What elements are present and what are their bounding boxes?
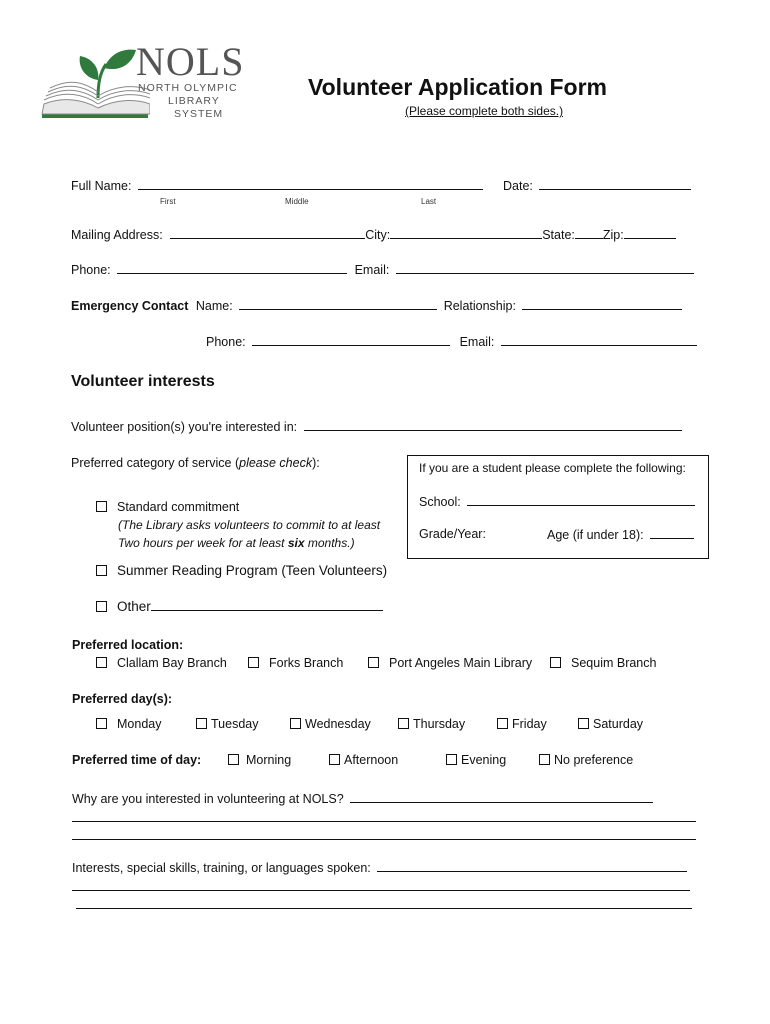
mailing-address-label: Mailing Address: [71, 228, 163, 242]
date-field[interactable] [539, 178, 691, 190]
position-field[interactable] [304, 419, 682, 431]
time-label-no-preference: No preference [554, 753, 634, 767]
logo-line3: SYSTEM [174, 108, 224, 120]
emergency-name-field[interactable] [239, 298, 437, 310]
emergency-email-field[interactable] [501, 334, 697, 346]
summer-reading-label: Summer Reading Program (Teen Volunteers) [117, 563, 388, 578]
grade-label: Grade/Year: [419, 527, 486, 541]
form-subtitle: (Please complete both sides.) [405, 104, 564, 118]
location-checkbox-clallam[interactable] [96, 657, 107, 668]
day-checkbox-wednesday[interactable] [290, 718, 301, 729]
zip-field[interactable] [624, 227, 676, 239]
age-field[interactable] [650, 527, 694, 539]
location-checkbox-port-angeles[interactable] [368, 657, 379, 668]
time-checkbox-morning[interactable] [228, 754, 239, 765]
relationship-field[interactable] [522, 298, 682, 310]
other-label: Other [117, 599, 151, 614]
day-label-saturday: Saturday [593, 717, 644, 731]
standard-commitment-label: Standard commitment [117, 500, 240, 514]
day-checkbox-tuesday[interactable] [196, 718, 207, 729]
location-label-forks: Forks Branch [269, 656, 344, 670]
day-checkbox-thursday[interactable] [398, 718, 409, 729]
relationship-label: Relationship: [443, 299, 516, 313]
location-label-sequim: Sequim Branch [571, 656, 657, 670]
day-checkbox-monday[interactable] [96, 718, 107, 729]
why-answer-line-1[interactable] [72, 821, 696, 822]
state-label: State: [542, 228, 575, 242]
nols-logo [40, 38, 255, 124]
day-checkbox-friday[interactable] [497, 718, 508, 729]
skills-label: Interests, special skills, training, or languages spoken: [72, 861, 371, 875]
summer-reading-checkbox[interactable] [96, 565, 107, 576]
day-label-thursday: Thursday [413, 717, 466, 731]
skills-answer-line-1[interactable] [72, 890, 690, 891]
age-label: Age (if under 18): [547, 528, 644, 542]
day-checkbox-saturday[interactable] [578, 718, 589, 729]
preferred-days-label: Preferred day(s): [72, 692, 173, 706]
emergency-phone-label: Phone: [206, 335, 246, 349]
position-label: Volunteer position(s) you're interested in: [71, 420, 298, 434]
time-checkbox-no-preference[interactable] [539, 754, 550, 765]
why-interested-label: Why are you interested in volunteering at NOLS? [72, 792, 344, 806]
other-checkbox[interactable] [96, 601, 107, 612]
location-label-port-angeles: Port Angeles Main Library [389, 656, 533, 670]
open-book-sprout-icon [40, 38, 150, 124]
location-label-clallam: Clallam Bay Branch [117, 656, 227, 670]
skills-answer-line-2[interactable] [76, 908, 692, 909]
full-name-field[interactable] [138, 178, 483, 190]
student-intro: If you are a student please complete the following: [419, 461, 686, 475]
emergency-phone-field[interactable] [252, 334, 450, 346]
last-caption: Last [421, 197, 437, 206]
phone-label: Phone: [71, 263, 111, 277]
middle-caption: Middle [285, 197, 309, 206]
emergency-contact-label: Emergency Contact [71, 299, 189, 313]
why-answer-line-2[interactable] [72, 839, 696, 840]
other-field[interactable] [151, 599, 383, 611]
email-label: Email: [354, 263, 390, 277]
phone-field[interactable] [117, 262, 347, 274]
state-field[interactable] [575, 227, 603, 239]
email-field[interactable] [396, 262, 694, 274]
day-label-tuesday: Tuesday [211, 717, 259, 731]
school-label: School: [419, 495, 461, 509]
day-label-monday: Monday [117, 717, 162, 731]
form-title: Volunteer Application Form [308, 74, 608, 100]
time-label-afternoon: Afternoon [344, 753, 399, 767]
first-caption: First [160, 197, 176, 206]
volunteer-interests-heading: Volunteer interests [71, 373, 215, 390]
standard-commitment-checkbox[interactable] [96, 501, 107, 512]
emergency-email-label: Email: [459, 335, 495, 349]
zip-label: Zip: [602, 228, 624, 242]
logo-name: NOLS [136, 39, 245, 84]
why-interested-field[interactable] [350, 791, 653, 803]
logo-line1: NORTH OLYMPIC [138, 82, 238, 94]
standard-note-line1: (The Library asks volunteers to commit to at least [118, 518, 381, 532]
mailing-address-field[interactable] [170, 227, 365, 239]
school-field[interactable] [467, 494, 695, 506]
city-field[interactable] [390, 227, 542, 239]
city-label: City: [365, 228, 391, 242]
time-checkbox-afternoon[interactable] [329, 754, 340, 765]
standard-note-line2: Two hours per week for at least six months.) [118, 536, 355, 550]
location-checkbox-forks[interactable] [248, 657, 259, 668]
grade-field[interactable] [490, 527, 540, 541]
logo-line2: LIBRARY [168, 95, 220, 107]
category-label: Preferred category of service (please check): [71, 456, 320, 470]
emergency-name-label: Name: [195, 299, 233, 313]
day-label-wednesday: Wednesday [305, 717, 371, 731]
time-label-evening: Evening [461, 753, 507, 767]
time-label-morning: Morning [246, 753, 292, 767]
date-label: Date: [503, 179, 533, 193]
time-checkbox-evening[interactable] [446, 754, 457, 765]
preferred-location-label: Preferred location: [72, 638, 184, 652]
preferred-time-label: Preferred time of day: [72, 753, 202, 767]
full-name-label: Full Name: [71, 179, 132, 193]
skills-field[interactable] [377, 860, 687, 872]
location-checkbox-sequim[interactable] [550, 657, 561, 668]
day-label-friday: Friday [512, 717, 547, 731]
